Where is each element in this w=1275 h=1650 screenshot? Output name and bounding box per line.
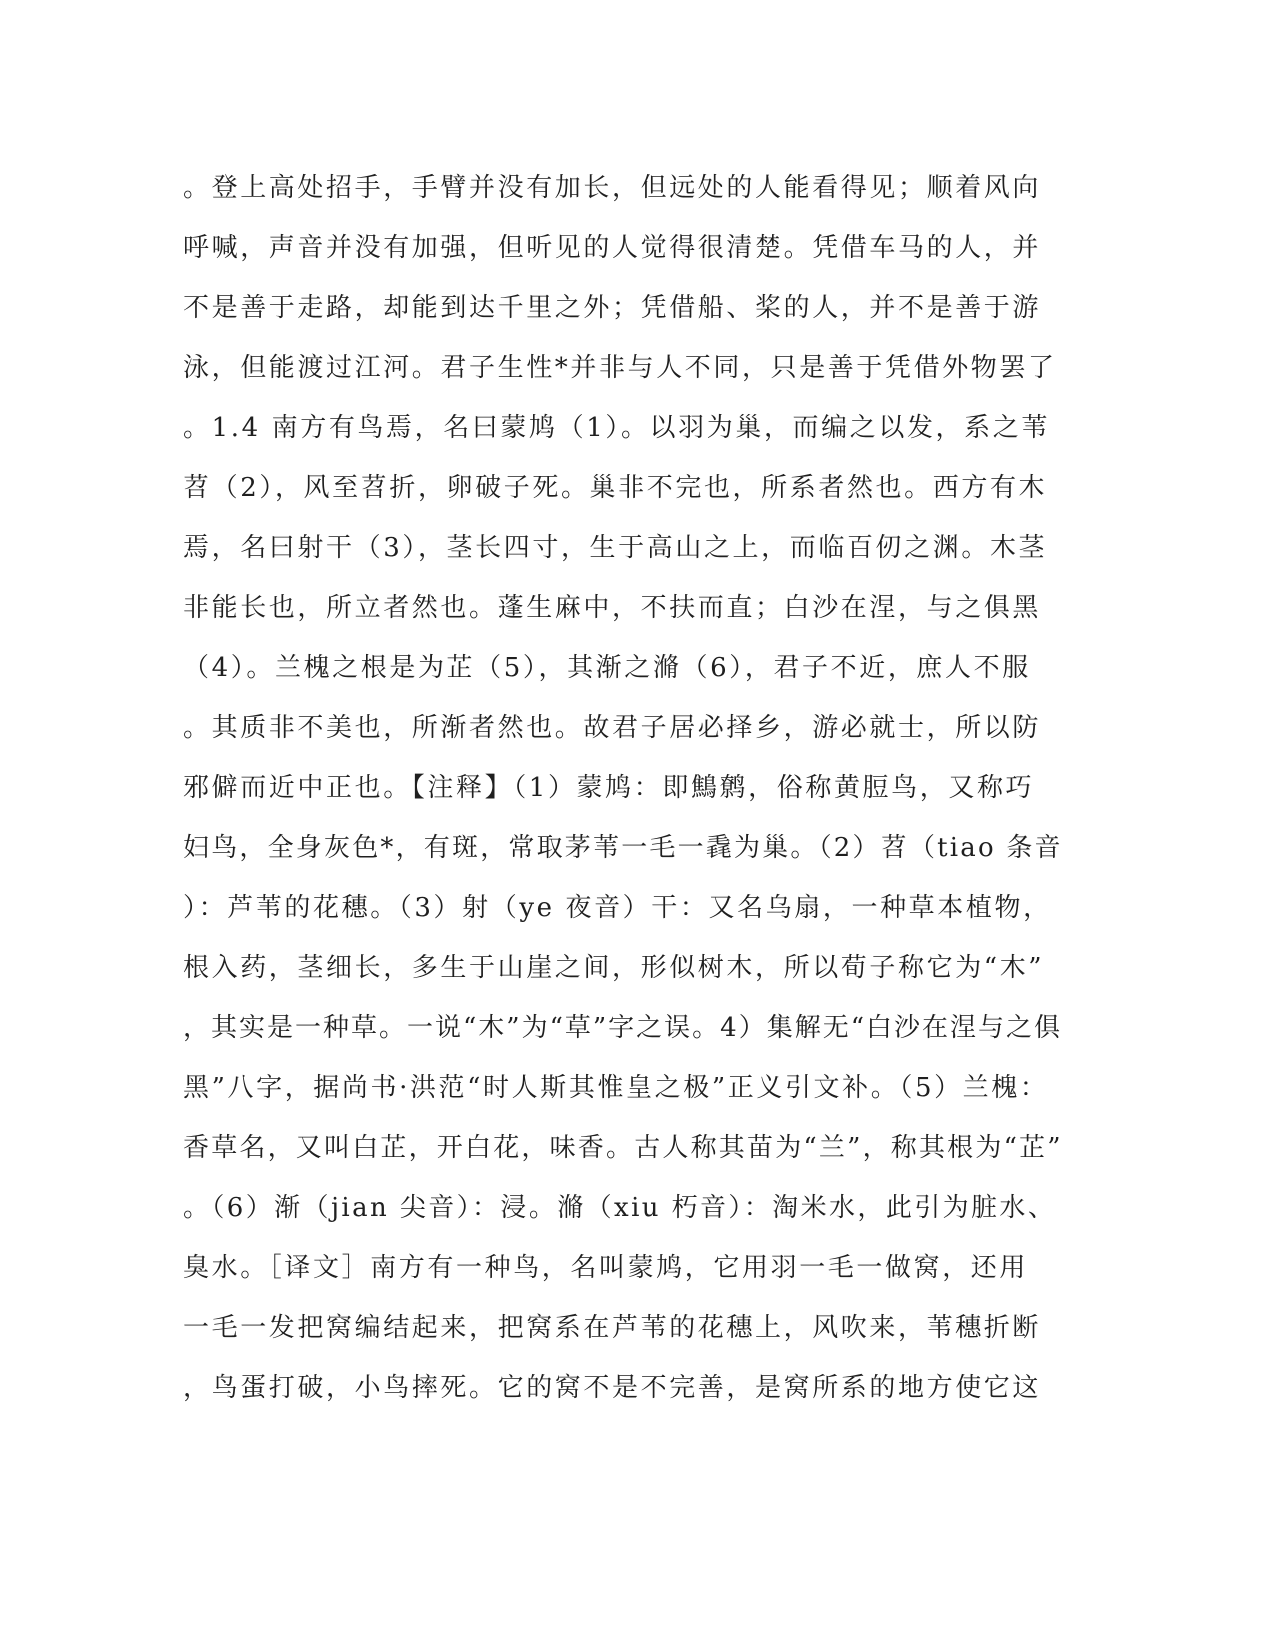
text-line: 香草名，又叫白芷，开白花，味香。古人称其苗为“兰”，称其根为“芷” — [183, 1133, 1063, 1163]
text-line: ）：芦苇的花穗。（3）射（ye 夜音）干：又名乌扇，一种草本植物， — [183, 893, 1052, 923]
text-line: 邪僻而近中正也。【注释】（1）蒙鸠：即鷦鹩，俗称黄脰鸟，又称巧 — [183, 773, 1035, 803]
text-line: 。其质非不美也，所渐者然也。故君子居必择乡，游必就士，所以防 — [183, 713, 1042, 743]
text-line: ，其实是一种草。一说“木”为“草”字之误。4）集解无“白沙在涅与之俱 — [183, 1013, 1063, 1043]
text-line: ，鸟蛋打破，小鸟摔死。它的窝不是不完善，是窝所系的地方使它这 — [183, 1373, 1042, 1403]
text-line: 黑”八字，据尚书·洪范“时人斯其惟皇之极”正义引文补。（5）兰槐： — [183, 1073, 1049, 1103]
text-line: 。登上高处招手，手臂并没有加长，但远处的人能看得见；顺着风向 — [183, 173, 1042, 203]
text-line: 焉，名曰射干（3），茎长四寸，生于高山之上，而临百仞之渊。木茎 — [183, 533, 1048, 563]
text-line: 非能长也，所立者然也。蓬生麻中，不扶而直；白沙在涅，与之俱黑 — [183, 593, 1042, 623]
text-line: 泳，但能渡过江河。君子生性*并非与人不同，只是善于凭借外物罢了 — [183, 353, 1057, 383]
text-line: 。1.4 南方有鸟焉，名曰蒙鸠（1）。以羽为巢，而编之以发，系之苇 — [183, 413, 1050, 443]
text-line: 臭水。［译文］南方有一种鸟，名叫蒙鸠，它用羽一毛一做窝，还用 — [183, 1253, 1029, 1283]
text-line: 妇鸟，全身灰色*，有斑，常取茅苇一毛一毳为巢。（2）苕（tiao 条音 — [183, 833, 1063, 863]
text-line: 根入药，茎细长，多生于山崖之间，形似树木，所以荀子称它为“木” — [183, 953, 1045, 983]
text-line: 呼喊，声音并没有加强，但听见的人觉得很清楚。凭借车马的人，并 — [183, 233, 1042, 263]
text-line: 。（6）渐（jian 尖音）：浸。滫（xiu 朽音）：淘米水，此引为脏水、 — [183, 1193, 1057, 1223]
text-line: 苕（2），风至苕折，卵破子死。巢非不完也，所系者然也。西方有木 — [183, 473, 1048, 503]
text-line: （4）。兰槐之根是为芷（5），其渐之滫（6），君子不近，庶人不服 — [183, 653, 1031, 683]
body-text — [183, 158, 1063, 1418]
text-line: 不是善于走路，却能到达千里之外；凭借船、桨的人，并不是善于游 — [183, 293, 1042, 323]
text-line: 一毛一发把窝编结起来，把窝系在芦苇的花穗上，风吹来，苇穗折断 — [183, 1313, 1042, 1343]
